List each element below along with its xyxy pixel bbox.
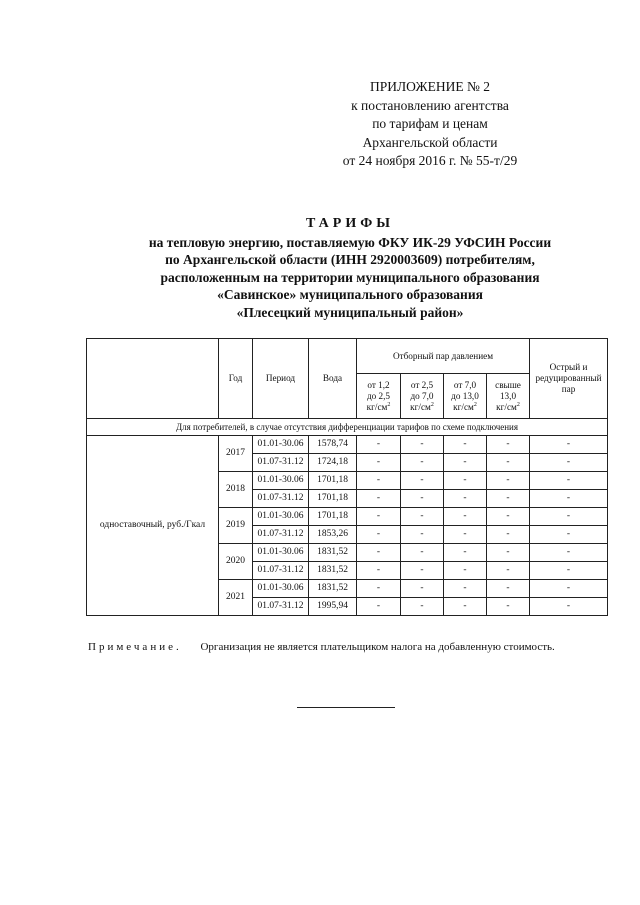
pressure-1-cell: - bbox=[357, 544, 401, 562]
water-value-cell: 1831,52 bbox=[309, 580, 357, 598]
pressure-1-cell: - bbox=[357, 562, 401, 580]
year-cell: 2019 bbox=[219, 508, 253, 544]
water-value-cell: 1995,94 bbox=[309, 598, 357, 616]
period-cell: 01.07-31.12 bbox=[253, 490, 309, 508]
table-row bbox=[87, 436, 608, 454]
pressure-1-cell: - bbox=[357, 490, 401, 508]
pressure-4-cell: - bbox=[487, 472, 530, 490]
footnote bbox=[88, 641, 628, 653]
title-line: на тепловую энергию, поставляемую ФКУ ИК-29 УФСИН России bbox=[148, 234, 552, 250]
pressure-4-cell: - bbox=[487, 454, 530, 472]
sharp-steam-cell: - bbox=[530, 490, 608, 508]
sharp-steam-cell: - bbox=[530, 508, 608, 526]
water-value-cell: 1701,18 bbox=[309, 472, 357, 490]
pressure-3-cell: - bbox=[444, 454, 487, 472]
period-cell: 01.01-30.06 bbox=[253, 544, 309, 562]
pressure-1-cell: - bbox=[357, 598, 401, 616]
year-cell: 2017 bbox=[219, 436, 253, 472]
header-sharp-steam: Острый и редуцированный пар bbox=[530, 339, 608, 419]
pressure-3-cell: - bbox=[444, 562, 487, 580]
header-water: Вода bbox=[309, 339, 357, 419]
consumer-note-row: Для потребителей, в случае отсутствия дифференциации тарифов по схеме подключения bbox=[87, 419, 608, 436]
header-period: Период bbox=[253, 339, 309, 419]
pressure-4-cell: - bbox=[487, 598, 530, 616]
pressure-1-cell: - bbox=[357, 580, 401, 598]
pressure-2-cell: - bbox=[401, 490, 444, 508]
sharp-steam-cell: - bbox=[530, 562, 608, 580]
title-line: «Савинское» муниципального образования bbox=[217, 287, 483, 302]
header-pressure-3: от 7,0 до 13,0 $кг/см^2$ bbox=[444, 374, 487, 419]
water-value-cell: 1831,52 bbox=[309, 562, 357, 580]
pressure-3-cell: - bbox=[444, 580, 487, 598]
pressure-2-cell: - bbox=[401, 436, 444, 454]
pressure-3-cell: - bbox=[444, 436, 487, 454]
footnote-text: Организация не является плательщиком налога на добавленную стоимость. bbox=[200, 641, 555, 653]
water-value-cell: 1701,18 bbox=[309, 490, 357, 508]
pressure-4-cell: - bbox=[487, 490, 530, 508]
sharp-steam-cell: - bbox=[530, 598, 608, 616]
pressure-3-cell: - bbox=[444, 472, 487, 490]
sharp-steam-cell: - bbox=[530, 454, 608, 472]
pressure-1-cell: - bbox=[357, 472, 401, 490]
appendix-line: к постановлению агентства bbox=[351, 97, 509, 113]
pressure-2-cell: - bbox=[401, 598, 444, 616]
pressure-3-cell: - bbox=[444, 526, 487, 544]
pressure-2-cell: - bbox=[401, 454, 444, 472]
water-value-cell: 1578,74 bbox=[309, 436, 357, 454]
sharp-steam-cell: - bbox=[530, 436, 608, 454]
period-cell: 01.07-31.12 bbox=[253, 454, 309, 472]
period-cell: 01.07-31.12 bbox=[253, 562, 309, 580]
water-value-cell: 1701,18 bbox=[309, 508, 357, 526]
header-pressure-4: свыше 13,0 $кг/см^2$ bbox=[487, 374, 530, 419]
pressure-2-cell: - bbox=[401, 544, 444, 562]
pressure-2-cell: - bbox=[401, 580, 444, 598]
pressure-3-cell: - bbox=[444, 598, 487, 616]
sharp-steam-cell: - bbox=[530, 526, 608, 544]
pressure-3-cell: - bbox=[444, 508, 487, 526]
closing-divider bbox=[297, 707, 395, 708]
period-cell: 01.07-31.12 bbox=[253, 526, 309, 544]
year-cell: 2021 bbox=[219, 580, 253, 616]
water-value-cell: 1853,26 bbox=[309, 526, 357, 544]
appendix-line: Архангельской области bbox=[362, 134, 498, 150]
pressure-4-cell: - bbox=[487, 526, 530, 544]
sharp-steam-cell: - bbox=[530, 580, 608, 598]
pressure-3-cell: - bbox=[444, 544, 487, 562]
title-line: «Плесецкий муниципальный район» bbox=[236, 304, 464, 320]
water-value-cell: 1724,18 bbox=[309, 454, 357, 472]
pressure-4-cell: - bbox=[487, 580, 530, 598]
period-cell: 01.01-30.06 bbox=[253, 472, 309, 490]
period-cell: 01.01-30.06 bbox=[253, 436, 309, 454]
header-year: Год bbox=[219, 339, 253, 419]
pressure-2-cell: - bbox=[401, 562, 444, 580]
document-title bbox=[60, 215, 640, 321]
title-line: расположенным на территории муниципального образования bbox=[160, 269, 540, 285]
pressure-4-cell: - bbox=[487, 436, 530, 454]
header-empty bbox=[87, 339, 219, 419]
period-cell: 01.07-31.12 bbox=[253, 598, 309, 616]
sharp-steam-cell: - bbox=[530, 472, 608, 490]
footnote-label: Примечание. bbox=[88, 641, 182, 653]
pressure-2-cell: - bbox=[401, 526, 444, 544]
header-pressure-1: от 1,2 до 2,5 $кг/см^2$ bbox=[357, 374, 401, 419]
pressure-4-cell: - bbox=[487, 544, 530, 562]
period-cell: 01.01-30.06 bbox=[253, 508, 309, 526]
water-value-cell: 1831,52 bbox=[309, 544, 357, 562]
pressure-1-cell: - bbox=[357, 526, 401, 544]
sharp-steam-cell: - bbox=[530, 544, 608, 562]
year-cell: 2020 bbox=[219, 544, 253, 580]
pressure-3-cell: - bbox=[444, 490, 487, 508]
page-title: ТАРИФЫ bbox=[306, 216, 394, 231]
header-pressure-2: от 2,5 до 7,0 $кг/см^2$ bbox=[401, 374, 444, 419]
appendix-line: по тарифам и ценам bbox=[372, 116, 488, 131]
appendix-date: от 24 ноября 2016 г. № 55-т/29 bbox=[342, 153, 518, 168]
header-steam-group: Отборный пар давлением bbox=[357, 339, 530, 374]
year-cell: 2018 bbox=[219, 472, 253, 508]
pressure-1-cell: - bbox=[357, 454, 401, 472]
pressure-2-cell: - bbox=[401, 508, 444, 526]
pressure-1-cell: - bbox=[357, 436, 401, 454]
pressure-1-cell: - bbox=[357, 508, 401, 526]
tariff-type-cell: одноставочный, руб./Гкал bbox=[87, 436, 219, 616]
pressure-4-cell: - bbox=[487, 562, 530, 580]
title-line: по Архангельской области (ИНН 2920003609) потребителям, bbox=[165, 252, 535, 267]
tariffs-table bbox=[86, 338, 608, 616]
appendix-header bbox=[300, 78, 560, 171]
period-cell: 01.01-30.06 bbox=[253, 580, 309, 598]
pressure-4-cell: - bbox=[487, 508, 530, 526]
pressure-2-cell: - bbox=[401, 472, 444, 490]
appendix-title: ПРИЛОЖЕНИЕ № 2 bbox=[369, 79, 491, 94]
